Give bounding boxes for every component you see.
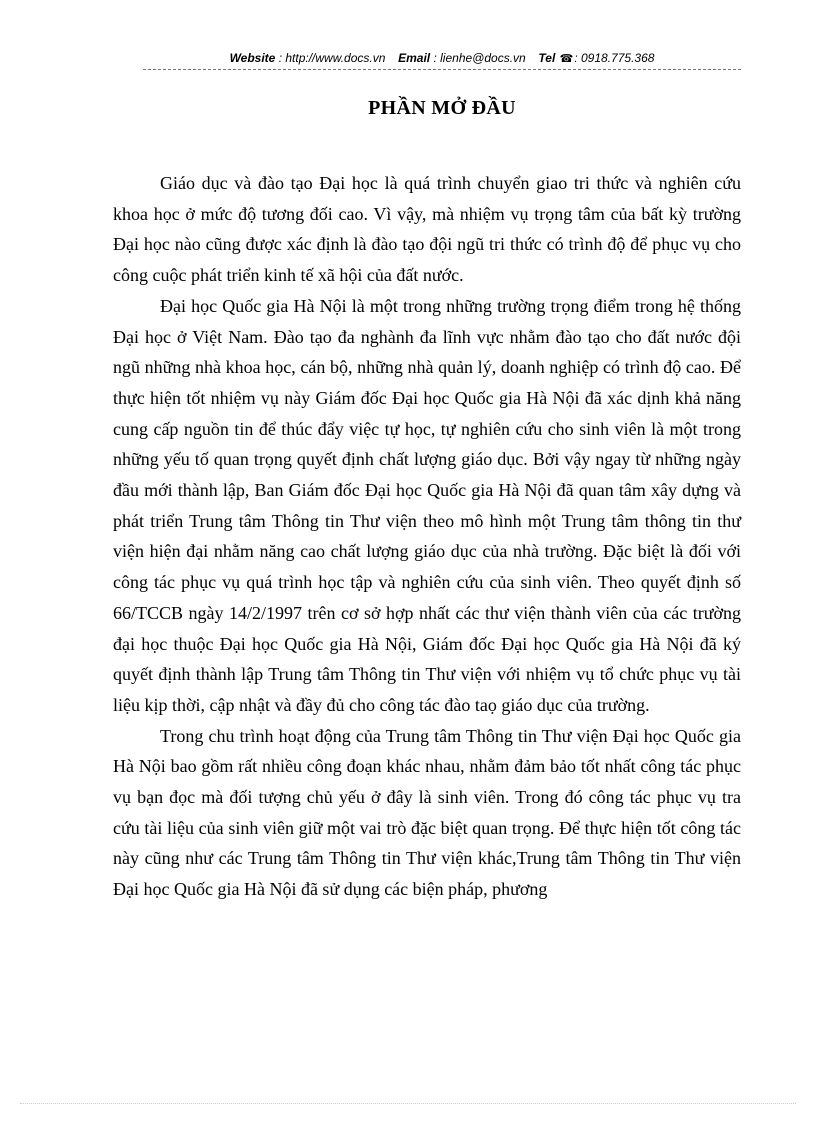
paragraph: Đại học Quốc gia Hà Nội là một trong những trường trọng điểm trong hệ thống Đại học ở Việt Nam. Đào tạo đa nghành đa lĩnh vực nhằm đào tạo cho đất nước đội ngũ những nhà khoa học, cán bộ, những nhà quản lý, doanh nghiệp có trình độ cao. Để thực hiện tốt nhiệm vụ này Giám đốc Đại học Quốc gia Hà Nội đã xác dịnh khả năng cung cấp nguồn tin để thúc đẩy việc tự học, tự nghiên cứu cho sinh viên là một trong những yếu tố quan trọng quyết định chất lượng giáo dục. Bởi vậy ngay từ những ngày đầu mới thành lập, Ban Giám đốc Đại học Quốc gia Hà Nội đã quan tâm xây dựng và phát triển Trung tâm Thông tin Thư viện theo mô hình một Trung tâm thông tin thư viện hiện đại nhằm năng cao chất lượng giáo dục của nhà trường. Đặc biệt là đối với công tác phục vụ quá trình học tập và nghiên cứu của sinh viên. Theo quyết định số 66/TCCB ngày 14/2/1997 trên cơ sở hợp nhất các thư viện thành viên của các trường đại học thuộc Đại học Quốc gia Hà Nội, Giám đốc Đại học Quốc gia Hà Nội đã ký quyết định thành lập Trung tâm Thông tin Thư viện với nhiệm vụ tổ chức phục vụ tài liệu kịp thời, cập nhật và đầy đủ cho công tác đào taọ giáo dục của trường. xyxy=(113,295,741,715)
paragraph: Giáo dục và đào tạo Đại học là quá trình chuyển giao tri thức và nghiên cứu khoa học ở mức độ tương đối cao. Vì vậy, mà nhiệm vụ trọng tâm của bất kỳ trường Đại học nào cũng được xác định là đào tạo đội ngũ tri thức có trình độ để phục vụ cho công cuộc phát triển kinh tế xã hội của đất nước. xyxy=(113,173,741,286)
page-header xyxy=(143,50,741,68)
tel-value: : 0918.775.368 xyxy=(574,51,655,65)
website-value[interactable]: : http://www.docs.vn xyxy=(278,51,386,65)
email-label: Email xyxy=(398,51,431,65)
page-title: PHẦN MỞ ĐẦU xyxy=(368,97,516,119)
footer-divider xyxy=(20,1103,796,1104)
telephone-icon: ☎ xyxy=(559,53,574,65)
website-label: Website xyxy=(229,51,276,65)
email-value[interactable]: : lienhe@docs.vn xyxy=(433,51,526,65)
tel-label: Tel xyxy=(538,51,556,65)
header-divider xyxy=(143,69,741,70)
document-body xyxy=(113,168,741,905)
paragraph: Trong chu trình hoạt động của Trung tâm Thông tin Thư viện Đại học Quốc gia Hà Nội bao gồm rất nhiều công đoạn khác nhau, nhằm đảm bảo tốt nhất công tác phục vụ bạn đọc mà đối tượng chủ yếu ở đây là sinh viên. Trong đó công tác phục vụ tra cứu tài liệu của sinh viên giữ một vai trò đặc biệt quan trọng. Để thực hiện tốt công tác này cũng như các Trung tâm Thông tin Thư viện khác,Trung tâm Thông tin Thư viện Đại học Quốc gia Hà Nội đã sử dụng các biện pháp, phương xyxy=(113,725,741,900)
